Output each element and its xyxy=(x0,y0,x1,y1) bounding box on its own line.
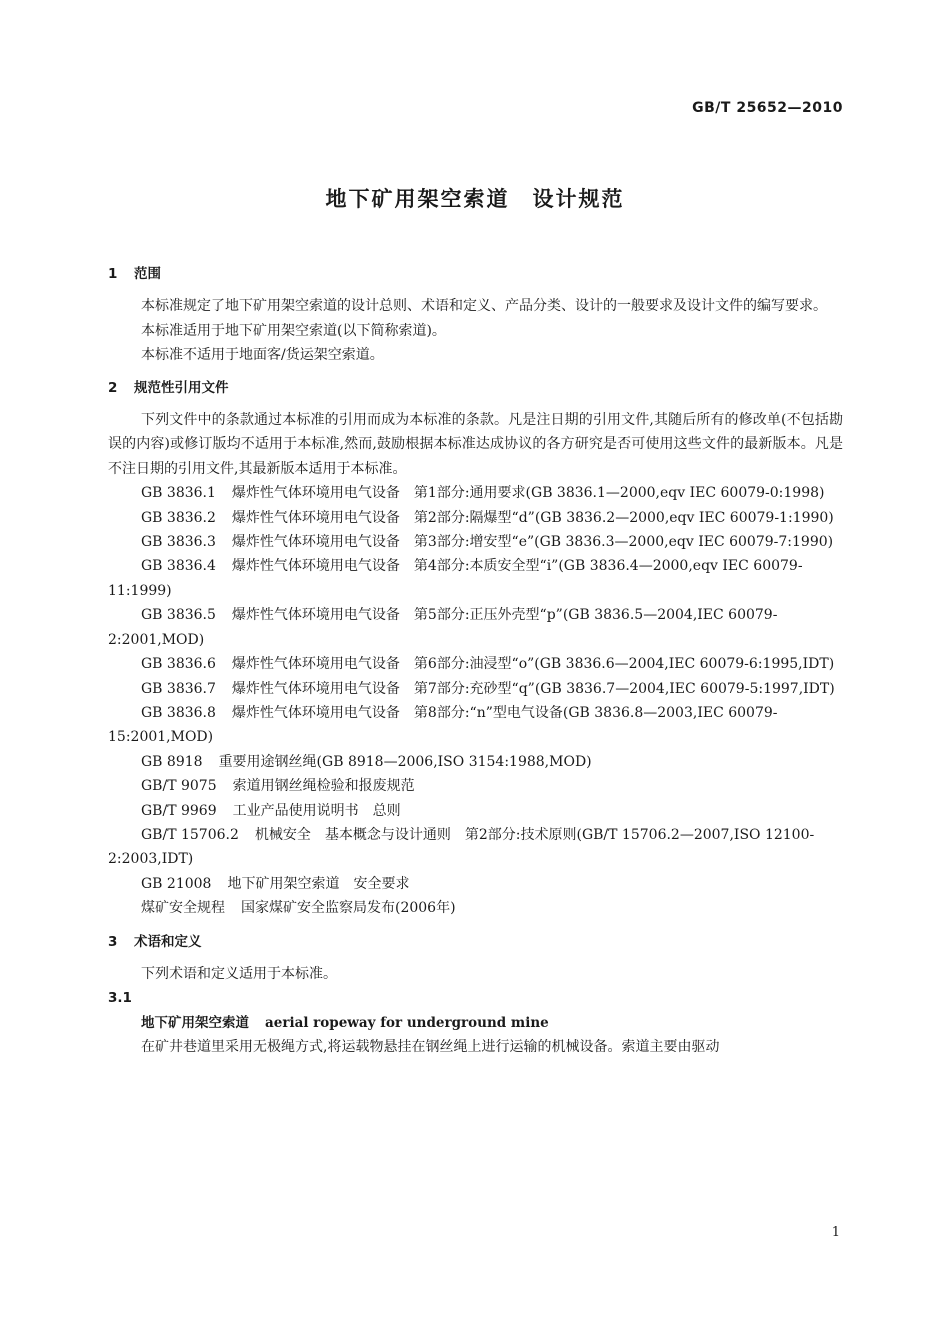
reference-title: 爆炸性气体环境用电气设备 第8部分:“n”型电气设备(GB 3836.8—2003,IEC 60079-15:2001,MOD) xyxy=(108,704,778,746)
reference-item xyxy=(108,823,843,872)
reference-title: 爆炸性气体环境用电气设备 第3部分:增安型“e”(GB 3836.3—2000,eqv IEC 60079-7:1990) xyxy=(231,534,834,551)
standard-number: GB/T 25652—2010 xyxy=(692,100,843,116)
reference-code: GB/T 9969 xyxy=(141,802,217,819)
reference-title: 爆炸性气体环境用电气设备 第7部分:充砂型“q”(GB 3836.7—2004,IEC 60079-5:1997,IDT) xyxy=(231,680,835,697)
reference-list xyxy=(108,481,843,920)
section-title: 范围 xyxy=(134,266,161,282)
section-number: 2 xyxy=(108,379,118,396)
reference-title: 爆炸性气体环境用电气设备 第6部分:油浸型“o”(GB 3836.6—2004,IEC 60079-6:1995,IDT) xyxy=(231,656,835,673)
references-intro: 下列文件中的条款通过本标准的引用而成为本标准的条款。凡是注日期的引用文件,其随后所有的修改单(不包括勘误的内容)或修订版均不适用于本标准,然而,鼓励根据本标准达成协议的各方研究是否可使用这些文件的最新版本。凡是不注日期的引用文件,其最新版本适用于本标准。 xyxy=(108,412,843,477)
reference-item xyxy=(108,554,843,603)
reference-title: 国家煤矿安全监察局发布(2006年) xyxy=(241,900,456,917)
reference-item xyxy=(108,530,843,554)
reference-code: GB 21008 xyxy=(141,875,212,892)
terms-intro: 下列术语和定义适用于本标准。 xyxy=(141,965,337,982)
section-title: 术语和定义 xyxy=(134,933,202,950)
reference-code: GB 3836.2 xyxy=(141,509,216,526)
reference-item xyxy=(108,603,843,652)
reference-item xyxy=(108,677,843,701)
term-english: aerial ropeway for underground mine xyxy=(265,1014,549,1031)
reference-code: GB 3836.1 xyxy=(141,485,216,502)
clause-number: 3.1 xyxy=(108,990,132,1007)
term-definition: 在矿井巷道里采用无极绳方式,将运载物悬挂在钢丝绳上进行运输的机械设备。索道主要由驱动 xyxy=(141,1039,720,1056)
reference-code: GB 3836.6 xyxy=(141,656,216,673)
document-body xyxy=(108,262,843,1060)
page-number: 1 xyxy=(831,1225,840,1240)
reference-item xyxy=(108,750,843,774)
reference-item xyxy=(108,506,843,530)
reference-title: 工业产品使用说明书 总则 xyxy=(232,802,401,819)
reference-code: GB/T 9075 xyxy=(141,778,217,795)
section-number: 1 xyxy=(108,266,118,282)
reference-title: 机械安全 基本概念与设计通则 第2部分:技术原则(GB/T 15706.2—2007,ISO 12100-2:2003,IDT) xyxy=(108,826,815,868)
reference-title: 重要用途钢丝绳(GB 8918—2006,ISO 3154:1988,MOD) xyxy=(218,753,592,770)
reference-code: GB/T 15706.2 xyxy=(141,826,239,843)
reference-code: GB 3836.4 xyxy=(141,558,216,575)
section-heading-scope xyxy=(108,262,843,286)
term-chinese: 地下矿用架空索道 xyxy=(141,1014,249,1031)
reference-code: GB 3836.3 xyxy=(141,534,216,551)
section-title: 规范性引用文件 xyxy=(134,379,229,396)
reference-title: 爆炸性气体环境用电气设备 第1部分:通用要求(GB 3836.1—2000,eqv IEC 60079-0:1998) xyxy=(231,485,825,502)
reference-item xyxy=(108,481,843,505)
reference-code: GB 3836.7 xyxy=(141,680,216,697)
reference-code: GB 8918 xyxy=(141,753,203,770)
reference-item xyxy=(108,872,843,896)
reference-item xyxy=(108,799,843,823)
scope-paragraph: 本标准不适用于地面客/货运架空索道。 xyxy=(141,347,384,364)
document-title: 地下矿用架空索道 设计规范 xyxy=(325,187,625,211)
section-number: 3 xyxy=(108,933,118,950)
reference-code: GB 3836.5 xyxy=(141,607,216,624)
reference-title: 爆炸性气体环境用电气设备 第2部分:隔爆型“d”(GB 3836.2—2000,eqv IEC 60079-1:1990) xyxy=(231,509,834,526)
reference-title: 爆炸性气体环境用电气设备 第4部分:本质安全型“i”(GB 3836.4—2000,eqv IEC 60079-11:1999) xyxy=(108,558,803,599)
term-entry xyxy=(108,1011,843,1035)
scope-paragraph: 本标准规定了地下矿用架空索道的设计总则、术语和定义、产品分类、设计的一般要求及设计文件的编写要求。 xyxy=(141,298,827,315)
reference-code: GB 3836.8 xyxy=(141,704,216,721)
reference-item xyxy=(108,774,843,798)
scope-paragraph: 本标准适用于地下矿用架空索道(以下简称索道)。 xyxy=(141,322,446,339)
reference-code: 煤矿安全规程 xyxy=(141,900,225,917)
reference-item xyxy=(108,701,843,750)
section-heading-terms xyxy=(108,930,843,954)
section-heading-normative-references xyxy=(108,376,843,400)
reference-title: 地下矿用架空索道 安全要求 xyxy=(227,875,410,892)
reference-item xyxy=(108,896,843,920)
reference-title: 爆炸性气体环境用电气设备 第5部分:正压外壳型“p”(GB 3836.5—2004,IEC 60079-2:2001,MOD) xyxy=(108,607,778,648)
reference-title: 索道用钢丝绳检验和报废规范 xyxy=(232,778,415,795)
reference-item xyxy=(108,652,843,676)
